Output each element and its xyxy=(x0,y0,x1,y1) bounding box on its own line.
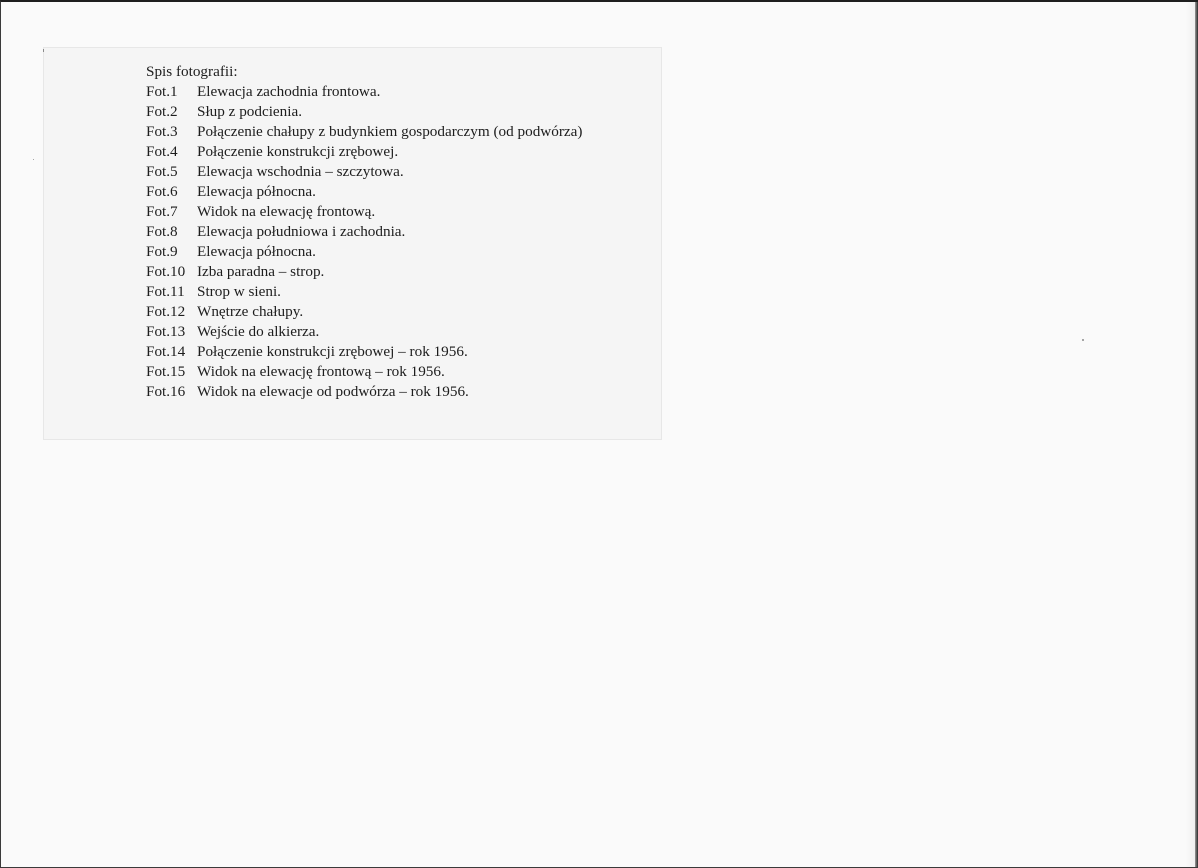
item-caption: Połączenie chałupy z budynkiem gospodarczym (od podwórza) xyxy=(197,123,583,140)
photo-list xyxy=(146,62,582,402)
item-caption: Elewacja wschodnia – szczytowa. xyxy=(197,163,404,180)
list-item xyxy=(146,142,582,162)
dust-speck xyxy=(1082,339,1084,341)
item-number: Fot.8 xyxy=(146,223,178,240)
item-caption: Słup z podcienia. xyxy=(197,103,303,120)
item-number: Fot.16 xyxy=(146,383,186,400)
scan-edge-shadow xyxy=(1185,2,1195,868)
item-caption: Wnętrze chałupy. xyxy=(197,303,304,320)
item-number: Fot.7 xyxy=(146,203,178,220)
list-item xyxy=(146,282,582,302)
item-number: Fot.6 xyxy=(146,183,178,200)
item-caption: Izba paradna – strop. xyxy=(197,263,325,280)
list-item xyxy=(146,82,582,102)
list-item xyxy=(146,302,582,322)
list-item xyxy=(146,162,582,182)
item-number: Fot.13 xyxy=(146,323,186,340)
item-caption: Elewacja zachodnia frontowa. xyxy=(197,83,381,100)
list-item xyxy=(146,242,582,262)
item-caption: Elewacja północna. xyxy=(197,183,316,200)
item-number: Fot.5 xyxy=(146,163,178,180)
list-item xyxy=(146,322,582,342)
list-title: Spis fotografii: xyxy=(146,63,238,80)
item-number: Fot.9 xyxy=(146,243,178,260)
item-caption: Połączenie konstrukcji zrębowej – rok 1956. xyxy=(197,343,468,360)
list-item xyxy=(146,102,582,122)
list-item xyxy=(146,362,582,382)
dust-speck xyxy=(33,159,34,160)
item-number: Fot.11 xyxy=(146,283,185,300)
list-item xyxy=(146,262,582,282)
item-number: Fot.3 xyxy=(146,123,178,140)
item-caption: Wejście do alkierza. xyxy=(197,323,320,340)
item-caption: Widok na elewację frontową. xyxy=(197,203,376,220)
list-item xyxy=(146,202,582,222)
item-caption: Strop w sieni. xyxy=(197,283,281,300)
item-caption: Elewacja południowa i zachodnia. xyxy=(197,223,406,240)
item-caption: Widok na elewacje od podwórza – rok 1956. xyxy=(197,383,469,400)
list-item xyxy=(146,342,582,362)
item-number: Fot.15 xyxy=(146,363,186,380)
list-item xyxy=(146,122,582,142)
dust-speck xyxy=(43,49,44,52)
item-caption: Elewacja północna. xyxy=(197,243,316,260)
list-item xyxy=(146,222,582,242)
item-number: Fot.1 xyxy=(146,83,178,100)
item-number: Fot.14 xyxy=(146,343,186,360)
item-caption: Widok na elewację frontową – rok 1956. xyxy=(197,363,445,380)
item-caption: Połączenie konstrukcji zrębowej. xyxy=(197,143,399,160)
list-item xyxy=(146,182,582,202)
item-number: Fot.4 xyxy=(146,143,178,160)
item-number: Fot.10 xyxy=(146,263,186,280)
item-number: Fot.12 xyxy=(146,303,186,320)
item-number: Fot.2 xyxy=(146,103,178,120)
list-item xyxy=(146,382,582,402)
